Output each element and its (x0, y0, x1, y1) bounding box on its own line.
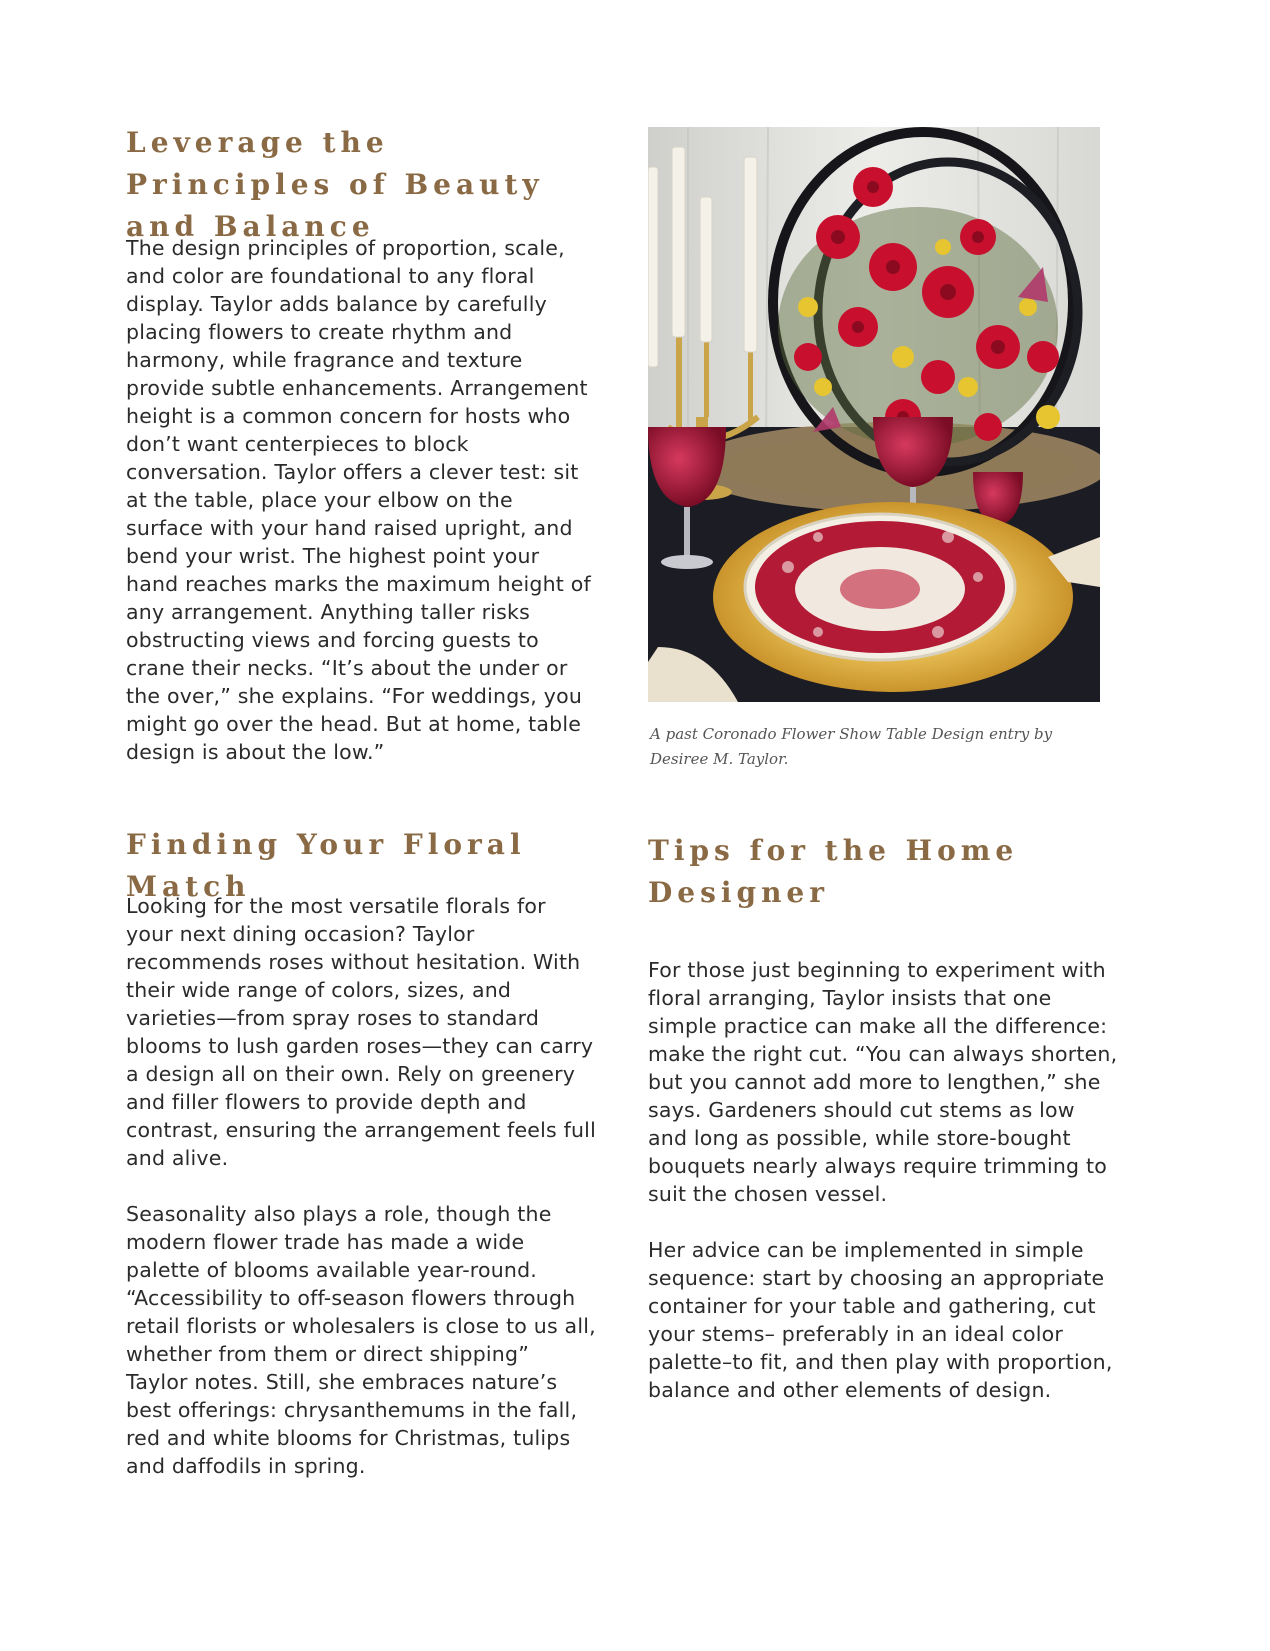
tips-paragraph-1: For those just beginning to experiment with floral arranging, Taylor insists that one simple practice can make all the difference: make the right cut. “You can always shorten, but you cannot add more to lengthen,” she says. Gardeners should cut stems as low and long as possible, while store-bought bouquets nearly always require trimming to suit the chosen vessel. (648, 958, 1118, 1206)
leverage-paragraph: The design principles of proportion, scale, and color are foundational to any floral display. Taylor adds balance by carefully placing flowers to create rhythm and harmony, while fragrance and texture provide subtle enhancements. Arrangement height is a common concern for hosts who don’t want centerpieces to block conversation. Taylor offers a clever test: sit at the table, place your elbow on the surface with your hand raised upright, and bend your wrist. The highest point your hand reaches marks the maximum height of any arrangement. Anything taller risks obstructing views and forcing guests to crane their necks. “It’s about the under or the over,” she explains. “For weddings, you might go over the head. But at home, table design is about the low.” (126, 236, 591, 764)
finding-body (126, 892, 596, 1480)
heading-tips-home-designer: Tips for the Home Designer (648, 834, 1019, 909)
finding-paragraph-1: Looking for the most versatile florals for your next dining occasion? Taylor recommends roses without hesitation. With their wide range of colors, sizes, and varieties—from spray roses to standard blooms to lush garden roses—they can carry a design all on their own. Rely on greenery and filler flowers to provide depth and contrast, ensuring the arrangement feels full and alive. (126, 894, 596, 1170)
tips-body (648, 956, 1118, 1404)
leverage-body (126, 234, 596, 766)
heading-finding-floral-match: Finding Your Floral Match (126, 828, 526, 903)
photo-caption: A past Coronado Flower Show Table Design entry by Desiree M. Taylor. (650, 725, 1053, 768)
finding-paragraph-2: Seasonality also plays a role, though the modern flower trade has made a wide palette of blooms available year-round. “Accessibility to off-season flowers through retail florists or wholesalers is close to us all, whether from them or direct shipping” Taylor notes. Still, she embraces nature’s best offerings: chrysanthemums in the fall, red and white blooms for Christmas, tulips and daffodils in spring. (126, 1202, 596, 1478)
table-design-photo (648, 127, 1100, 702)
tips-paragraph-2: Her advice can be implemented in simple sequence: start by choosing an appropriate container for your table and gathering, cut your stems– preferably in an ideal color palette–to fit, and then play with proportion, balance and other elements of design. (648, 1238, 1113, 1402)
heading-leverage-principles: Leverage the Principles of Beauty and Balance (126, 126, 544, 243)
